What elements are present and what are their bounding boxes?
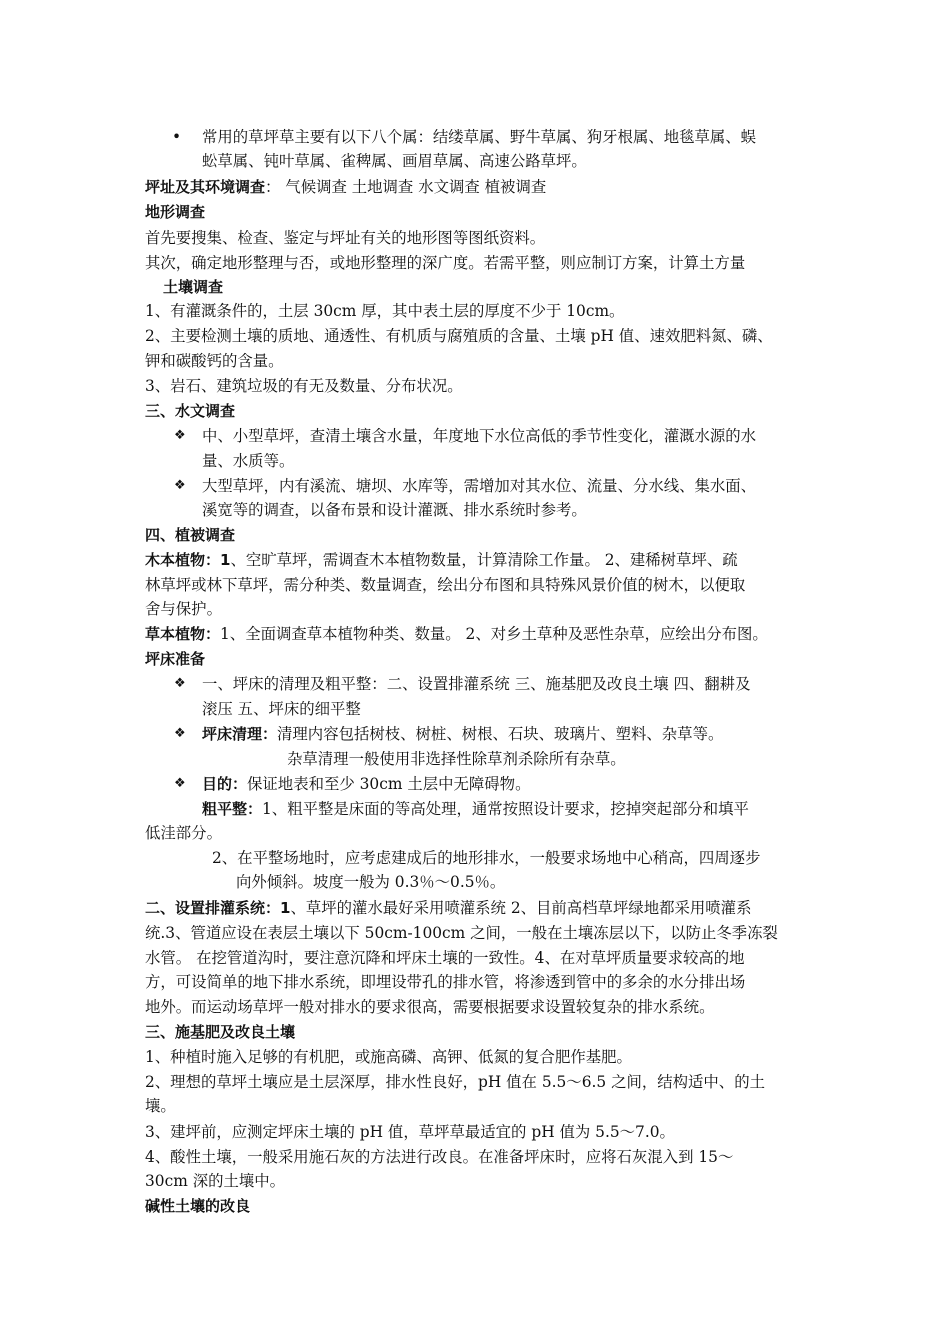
rough-text-1a: 1、粗平整是床面的等高处理，通常按照设计要求，挖掉突起部分和填平: [262, 800, 749, 818]
site-survey-heading: 坪址及其环境调查: [145, 178, 266, 196]
rough-line-1a: [202, 797, 892, 821]
woody-text-1: 、空旷草坪，需调查木本植物数量，计算清除工作量。 2、建稀树草坪、疏: [230, 551, 738, 569]
bullet-dot: •: [172, 128, 182, 146]
bed-steps-a: 一、坪床的清理及粗平整：二、设置排灌系统 三、施基肥及改良土壤 四、翻耕及: [202, 675, 751, 693]
herb-text: 1、全面调查草本植物种类、数量。 2、对乡土草种及恶性杂草，应绘出分布图。: [220, 625, 768, 643]
soil-line-3: 3、岩石、建筑垃圾的有无及数量、分布状况。: [145, 377, 463, 395]
genera-line-1: 常用的草坪草主要有以下八个属：结缕草属、野牛草属、狗牙根属、地毯草属、蜈: [202, 128, 757, 146]
woody-line-2: 林草坪或林下草坪，需分种类、数量调查，绘出分布图和具特殊风景价值的树木，以便取: [145, 576, 746, 594]
fert-heading: 三、施基肥及改良土壤: [145, 1023, 296, 1041]
hydro-heading: 三、水文调查: [145, 402, 236, 420]
hydro-line-2a: 大型草坪，内有溪流、塘坝、水库等，需增加对其水位、流量、分水线、集水面、: [202, 477, 757, 495]
diamond-bullet-icon: ❖: [174, 428, 186, 443]
herb-label: 草本植物：: [145, 625, 221, 643]
rough-line-2a: 2、在平整场地时，应考虑建成后的地形排水，一般要求场地中心稍高，四周逐步: [212, 849, 761, 867]
purpose-label: 目的：: [202, 775, 248, 793]
bed-heading: 坪床准备: [145, 650, 206, 668]
woody-line-3: 舍与保护。: [145, 600, 222, 618]
terrain-line-2: 其次，确定地形整理与否，或地形整理的深广度。若需平整，则应制订方案，计算土方量: [145, 254, 746, 272]
soil-line-2b: 钾和碳酸钙的含量。: [145, 352, 284, 370]
fert-line-4a: 4、酸性土壤，一般采用施石灰的方法进行改良。在准备坪床时，应将石灰混入到 15～: [145, 1148, 734, 1166]
bed-steps-b: 滚压 五、坪床的细平整: [202, 700, 361, 718]
purpose-line: [202, 772, 892, 796]
rough-line-1b: 低洼部分。: [145, 824, 222, 842]
diamond-bullet-icon: ❖: [174, 776, 186, 791]
fert-line-2b: 壤。: [145, 1097, 176, 1115]
fert-line-1: 1、种植时施入足够的有机肥，或施高磷、高钾、低氮的复合肥作基肥。: [145, 1048, 632, 1066]
fert-line-3: 3、建坪前，应测定坪床土壤的 pH 值，草坪草最适宜的 pH 值为 5.5～7.0。: [145, 1123, 675, 1141]
irr-line-2: 统.3、管道应设在表层土壤以下 50cm-100cm 之间，一般在土壤冻层以下，以防止冬季冻裂: [145, 924, 778, 942]
purpose-text: 保证地表和至少 30cm 土层中无障碍物。: [247, 775, 531, 793]
soil-heading: 土壤调查: [163, 278, 224, 296]
soil-line-1: 1、有灌溉条件的，土层 30cm 厚，其中表土层的厚度不少于 10cm。: [145, 302, 625, 320]
clear-label: 坪床清理：: [202, 725, 278, 743]
diamond-bullet-icon: ❖: [174, 478, 186, 493]
clear-line-2: 杂草清理一般使用非选择性除草剂杀除所有杂草。: [287, 750, 626, 768]
diamond-bullet-icon: ❖: [174, 676, 186, 691]
hydro-line-1b: 量、水质等。: [202, 452, 295, 470]
veg-heading: 四、植被调查: [145, 526, 236, 544]
irr-label: 二、设置排灌系统：1: [145, 899, 291, 917]
terrain-heading: 地形调查: [145, 203, 206, 221]
woody-label: 木本植物：1: [145, 551, 231, 569]
rough-line-2b: 向外倾斜。坡度一般为 0.3％～0.5％。: [236, 873, 506, 891]
terrain-line-1: 首先要搜集、检查、鉴定与坪址有关的地形图等图纸资料。: [145, 229, 546, 247]
hydro-line-1a: 中、小型草坪，查清土壤含水量，年度地下水位高低的季节性变化，灌溉水源的水: [202, 427, 757, 445]
irr-line-3: 水管。 在挖管道沟时，要注意沉降和坪床土壤的一致性。4、在对草坪质量要求较高的地: [145, 949, 745, 967]
site-survey-line: [145, 175, 835, 199]
clear-text-1: 清理内容包括树枝、树桩、树根、石块、玻璃片、塑料、杂草等。: [277, 725, 724, 743]
irr-line-1: [145, 896, 835, 920]
hydro-line-2b: 溪宽等的调查，以备布景和设计灌溉、排水系统时参考。: [202, 501, 587, 519]
irr-line-5: 地外。而运动场草坪一般对排水的要求很高，需要根据要求设置较复杂的排水系统。: [145, 998, 715, 1016]
fert-line-4b: 30cm 深的土壤中。: [145, 1172, 286, 1190]
soil-line-2a: 2、主要检测土壤的质地、通透性、有机质与腐殖质的含量、土壤 pH 值、速效肥料氮、磷、: [145, 327, 773, 345]
clear-line-1: [202, 722, 892, 746]
irr-line-4: 方，可设简单的地下排水系统，即埋设带孔的排水管，将渗透到管中的多余的水分排出场: [145, 973, 746, 991]
site-survey-items: ： 气候调查 土地调查 水文调查 植被调查: [265, 178, 547, 196]
irr-text-1: 、草坪的灌水最好采用喷灌系统 2、目前高档草坪绿地都采用喷灌系: [290, 899, 752, 917]
alk-heading: 碱性土壤的改良: [145, 1197, 251, 1215]
woody-line-1: [145, 548, 835, 572]
genera-line-2: 蚣草属、钝叶草属、雀稗属、画眉草属、高速公路草坪。: [202, 152, 587, 170]
rough-label: 粗平整：: [202, 800, 263, 818]
herb-line: [145, 622, 835, 646]
fert-line-2a: 2、理想的草坪土壤应是土层深厚，排水性良好，pH 值在 5.5～6.5 之间，结构适中、的土: [145, 1073, 765, 1091]
diamond-bullet-icon: ❖: [174, 726, 186, 741]
